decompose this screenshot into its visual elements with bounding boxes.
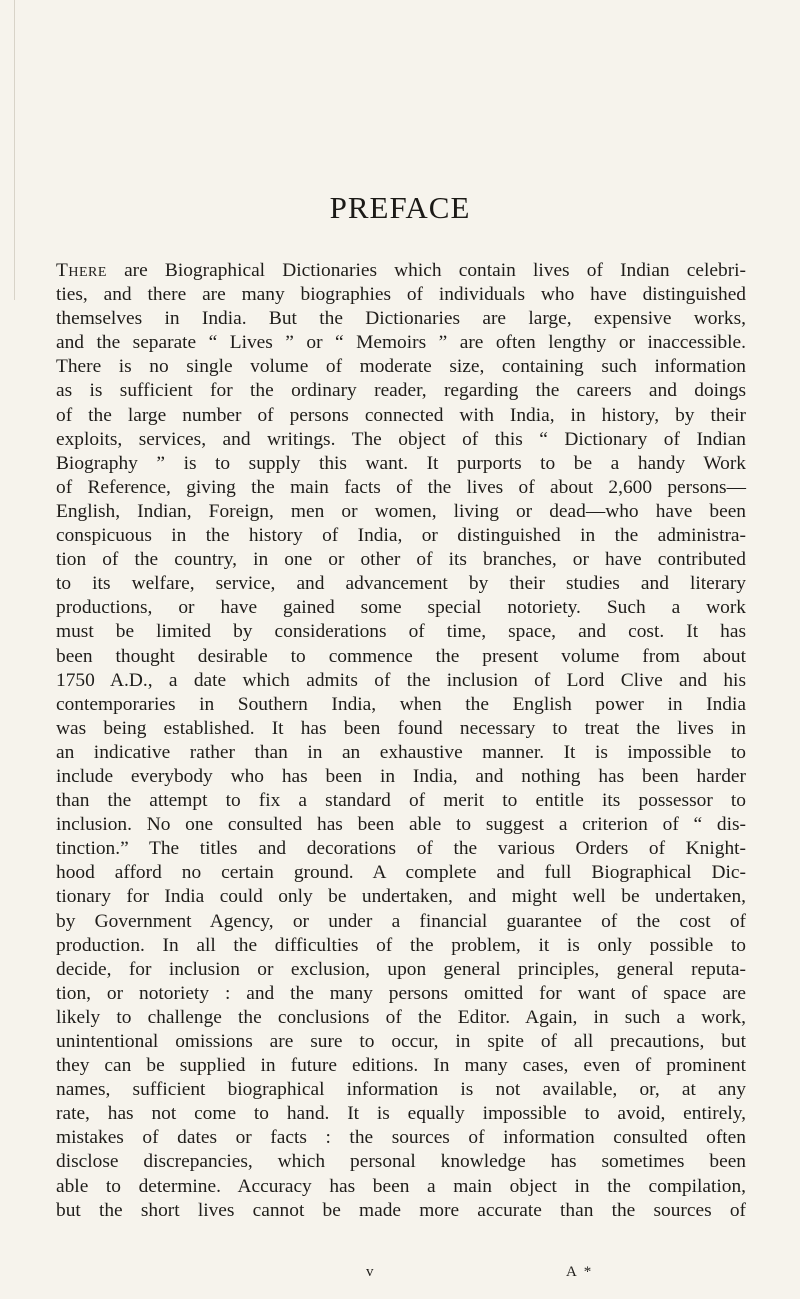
text-line: able to determine. Accuracy has been a main object in the compilation, — [56, 1175, 746, 1197]
text-line: exploits, services, and writings. The object of this “ Dictionary of Indian — [56, 428, 746, 450]
text-line: names, sufficient biographical information is not available, or, at any — [56, 1079, 746, 1101]
text-line: they can be supplied in future editions. In many cases, even of prominent — [56, 1055, 746, 1077]
text-line: to its welfare, service, and advancement by their studies and literary — [56, 573, 746, 595]
text-line: hood afford no certain ground. A complete and full Biographical Dic- — [56, 862, 746, 884]
text-line: mistakes of dates or facts : the sources of information consulted often — [56, 1127, 746, 1149]
text-line: was being established. It has been found necessary to treat the lives in — [56, 717, 746, 739]
text-line: of Reference, giving the main facts of the lives of about 2,600 persons— — [56, 476, 746, 498]
text-line: an indicative rather than in an exhaustive manner. It is impossible to — [56, 741, 746, 763]
text-line: likely to challenge the conclusions of the Editor. Again, in such a work, — [56, 1006, 746, 1028]
text-line: There is no single volume of moderate size, containing such information — [56, 356, 746, 378]
page-number: v — [366, 1264, 374, 1280]
text-line: must be limited by considerations of time, space, and cost. It has — [56, 621, 746, 643]
text-line: tion, or notoriety : and the many persons omitted for want of space are — [56, 982, 746, 1004]
page-title: PREFACE — [329, 190, 471, 225]
text-line: tion of the country, in one or other of its branches, or have contributed — [56, 549, 746, 571]
text-line: productions, or have gained some special notoriety. Such a work — [56, 597, 746, 619]
text-line: of the large number of persons connected with India, in history, by their — [56, 404, 746, 426]
text-line: themselves in India. But the Dictionaries are large, expensive works, — [56, 308, 746, 330]
page-footer — [0, 1264, 800, 1288]
text-line: production. In all the difficulties of the problem, it is only possible to — [56, 934, 746, 956]
text-line-rest: are Biographical Dictionaries which contain lives of Indian celebri- — [106, 260, 746, 281]
text-line: English, Indian, Foreign, men or women, living or dead—who have been — [56, 500, 746, 522]
text-line: unintentional omissions are sure to occur, in spite of all precautions, but — [56, 1031, 746, 1052]
text-line: and the separate “ Lives ” or “ Memoirs ” are often lengthy or inaccessible. — [56, 332, 746, 354]
preface-body — [56, 259, 746, 1223]
page-edge — [0, 0, 15, 300]
lead-word: There — [56, 260, 107, 281]
text-line: include everybody who has been in India, and nothing has been harder — [56, 765, 746, 787]
text-line: Biography ” is to supply this want. It purports to be a handy Work — [56, 452, 746, 474]
text-line: contemporaries in Southern India, when the English power in India — [56, 693, 746, 715]
text-line: as is sufficient for the ordinary reader, regarding the careers and doings — [56, 380, 746, 402]
text-line: ties, and there are many biographies of individuals who have distinguished — [56, 284, 746, 306]
text-line: but the short lives cannot be made more accurate than the sources of — [56, 1199, 746, 1221]
text-line: rate, has not come to hand. It is equally impossible to avoid, entirely, — [56, 1103, 746, 1125]
signature-mark: A * — [566, 1264, 594, 1280]
text-line: been thought desirable to commence the present volume from about — [56, 645, 746, 667]
text-line: decide, for inclusion or exclusion, upon general principles, general reputa- — [56, 958, 746, 980]
text-line: by Government Agency, or under a financial guarantee of the cost of — [56, 910, 746, 932]
text-line: inclusion. No one consulted has been able to suggest a criterion of “ dis- — [56, 814, 746, 836]
text-line: than the attempt to fix a standard of merit to entitle its possessor to — [56, 790, 746, 812]
text-line: 1750 A.D., a date which admits of the inclusion of Lord Clive and his — [56, 669, 746, 691]
text-line: conspicuous in the history of India, or distinguished in the administra- — [56, 525, 746, 547]
text-line — [56, 259, 746, 283]
text-line: disclose discrepancies, which personal knowledge has sometimes been — [56, 1151, 746, 1173]
text-line: tionary for India could only be undertaken, and might well be undertaken, — [56, 886, 746, 908]
text-line: tinction.” The titles and decorations of the various Orders of Knight- — [56, 838, 746, 860]
